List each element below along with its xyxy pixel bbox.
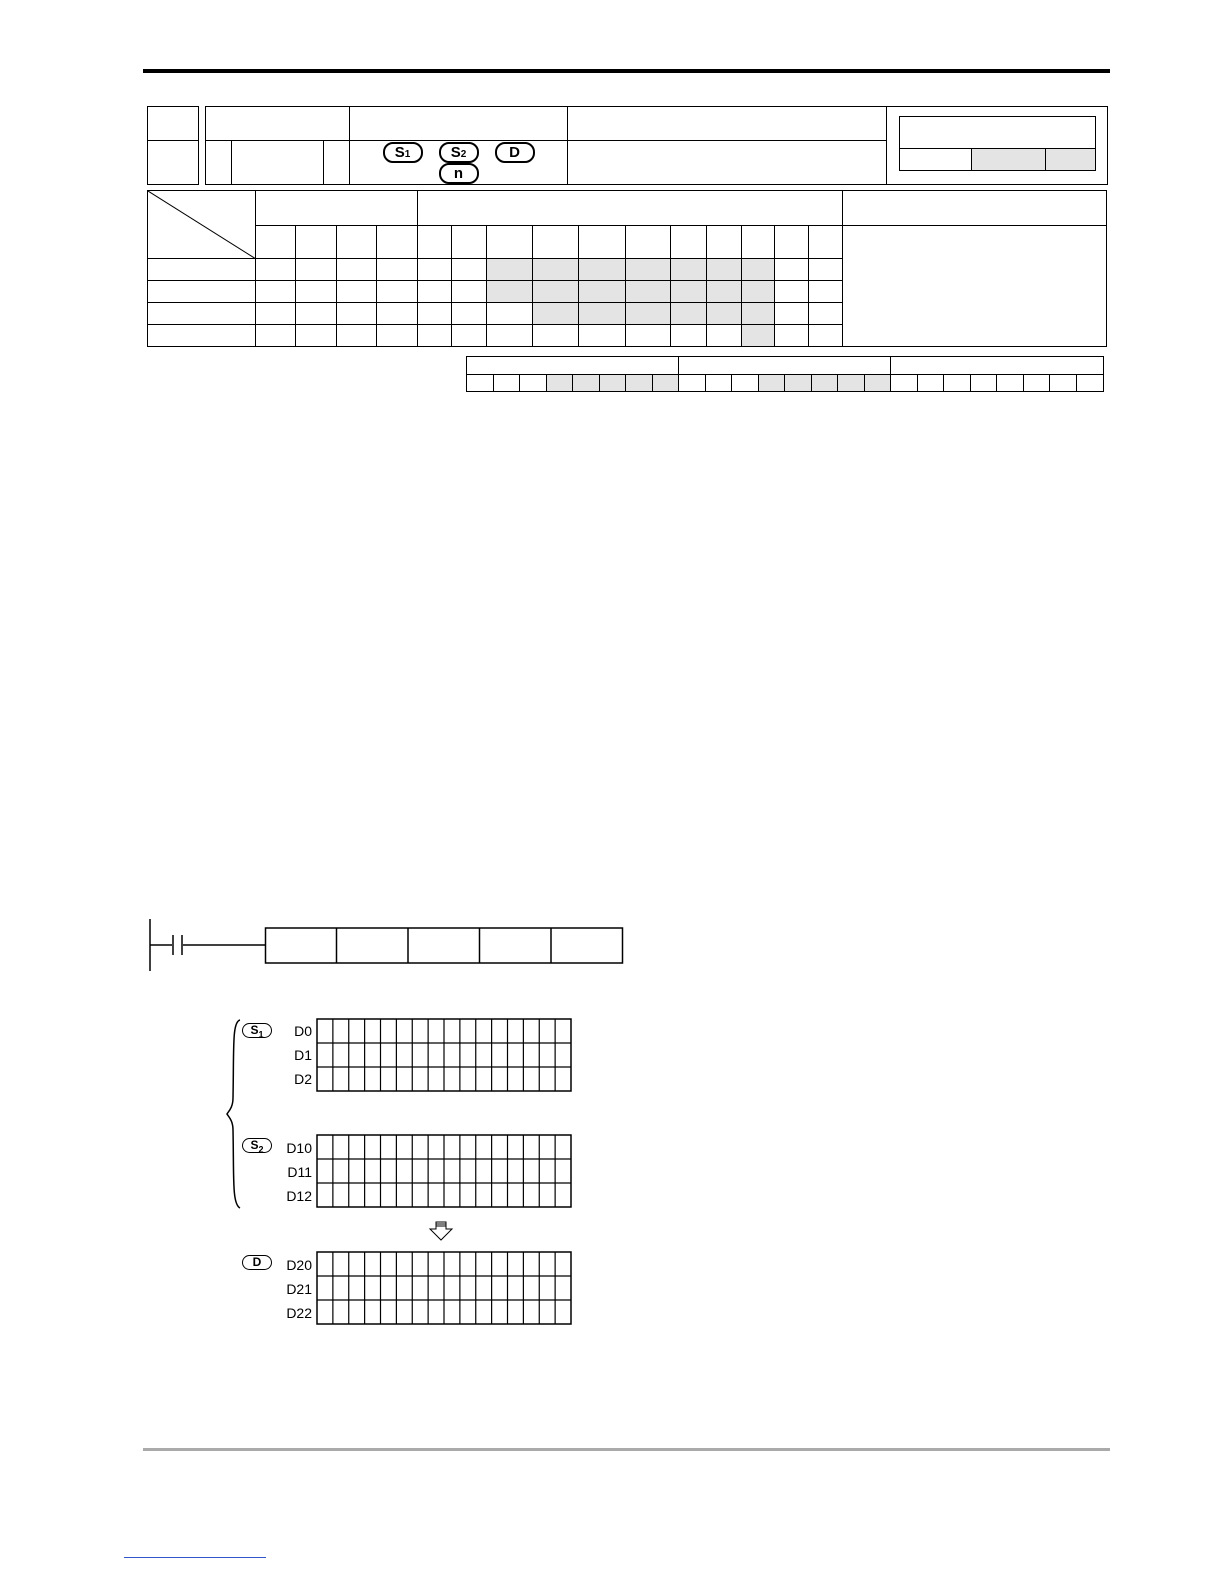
down-arrow-icon — [428, 1218, 454, 1242]
pulse-type-heading — [467, 357, 679, 375]
32bit-heading — [891, 357, 1104, 375]
diagonal-corner-cell — [148, 191, 256, 259]
mnemonic-cell — [206, 107, 350, 141]
d-bit-grid — [316, 1251, 572, 1325]
model-cell-2 — [972, 149, 1046, 171]
d-tag: D — [242, 1255, 272, 1270]
suffix-cell — [324, 141, 350, 185]
register-label-d22: D22 — [286, 1305, 312, 1321]
diagonal-line — [148, 191, 256, 259]
operand-pills — [350, 141, 568, 185]
controller-title-cell — [900, 117, 1096, 149]
operand-n-tag: n — [439, 163, 479, 184]
footer-link-underline — [124, 1557, 266, 1558]
group-brace-icon — [224, 1018, 244, 1210]
register-label-d12: D12 — [286, 1188, 312, 1204]
header-rule — [143, 69, 1110, 73]
16bit-heading — [679, 357, 891, 375]
mnemonic-body-cell — [232, 141, 324, 185]
instruction-header-table — [147, 106, 1108, 185]
operand-s2-tag: S2 — [439, 142, 479, 163]
api-code-cell — [148, 141, 199, 185]
register-label-d20: D20 — [286, 1257, 312, 1273]
api-number-cell — [148, 107, 199, 141]
function-heading-cell — [568, 107, 887, 141]
register-label-d2: D2 — [294, 1071, 312, 1087]
s1-tag: $S_1$ — [242, 1023, 272, 1038]
model-cell-1 — [900, 149, 972, 171]
model-cell-3 — [1046, 149, 1096, 171]
s1-bit-grid — [316, 1018, 572, 1092]
operands-heading-cell — [350, 107, 568, 141]
s2-tag: $S_2$ — [242, 1138, 272, 1153]
operand-d-tag: D — [495, 142, 535, 163]
ladder-diagram — [140, 915, 640, 977]
operand-s1-tag: S1 — [383, 142, 423, 163]
operand-device-table — [147, 190, 1107, 347]
word-devices-heading — [417, 191, 842, 226]
function-body-cell — [568, 141, 887, 185]
program-steps-body — [843, 226, 1107, 347]
s2-bit-grid — [316, 1134, 572, 1208]
controller-model-table — [899, 116, 1096, 171]
program-steps-heading — [843, 191, 1107, 226]
register-label-d1: D1 — [294, 1047, 312, 1063]
bit-devices-heading — [256, 191, 417, 226]
prefix-cell — [206, 141, 232, 185]
register-label-d11: D11 — [287, 1164, 312, 1180]
register-label-d21: D21 — [286, 1281, 312, 1297]
register-label-d0: D0 — [294, 1023, 312, 1039]
register-label-d10: D10 — [286, 1140, 312, 1156]
footer-rule — [143, 1448, 1110, 1451]
support-table — [466, 356, 1104, 392]
controller-box — [887, 107, 1108, 185]
